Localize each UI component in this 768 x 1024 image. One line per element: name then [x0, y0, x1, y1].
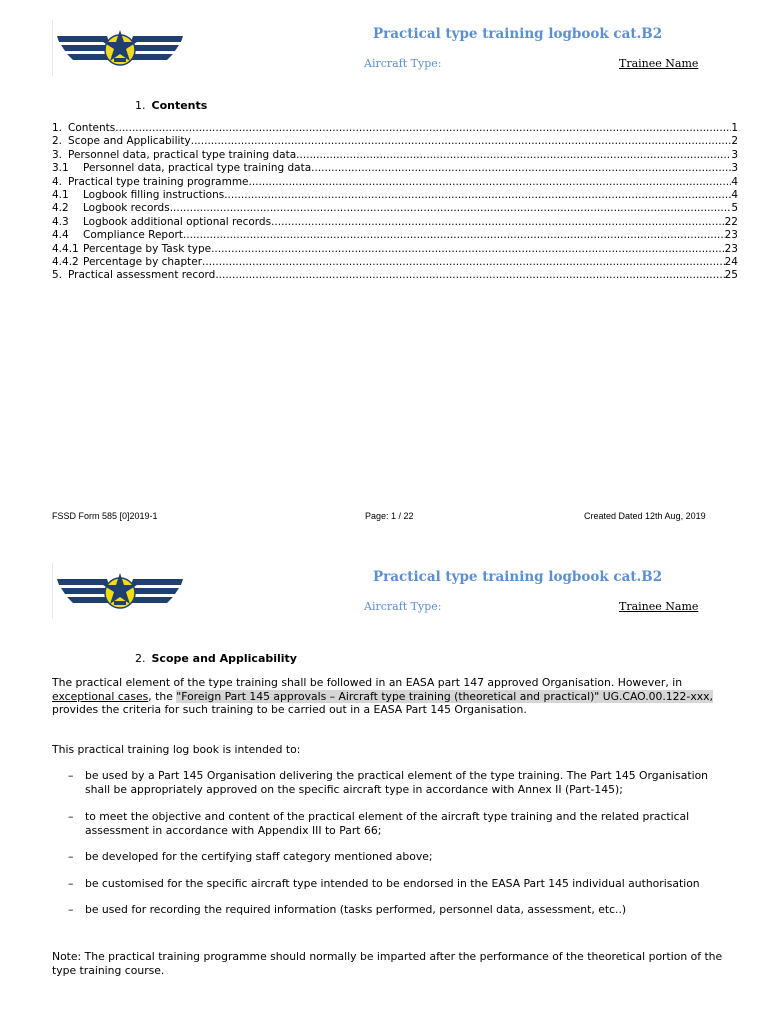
bullet-text: be customised for the specific aircraft type intended to be endorsed in the EASA Part 145 individual authorisation — [85, 877, 700, 890]
toc-page: 1 — [731, 122, 738, 134]
toc-leader — [115, 122, 731, 135]
aircraft-type-label: Aircraft Type: — [364, 600, 442, 613]
toc-title: Personnel data, practical type training data — [83, 162, 312, 175]
header-logo — [52, 20, 185, 76]
toc-page: 22 — [724, 215, 738, 228]
bullet-marker: – — [68, 850, 74, 863]
toc-row[interactable] — [52, 229, 738, 242]
bullet-marker: – — [68, 810, 74, 823]
list-item — [68, 810, 736, 837]
toc-row[interactable] — [52, 162, 738, 175]
scope-heading-label: Scope and Applicability — [151, 652, 297, 665]
toc-number: 3. — [52, 148, 63, 161]
highlighted-reference: "Foreign Part 145 approvals – Aircraft type training (theoretical and practical)" UG.CAO.00.122-xxx, — [176, 689, 713, 703]
toc-row[interactable] — [52, 135, 738, 148]
toc-page: 23 — [724, 242, 738, 255]
toc-title: Percentage by chapter — [83, 256, 203, 269]
footer-created-date: Created Dated 12th Aug, 2019 — [584, 511, 706, 521]
toc-row[interactable] — [52, 202, 738, 215]
toc-row[interactable] — [52, 216, 738, 229]
toc-row[interactable] — [52, 189, 738, 202]
toc-page: 3 — [731, 162, 738, 175]
toc-number: 4.4 — [52, 229, 69, 242]
note-paragraph: Note: The practical training programme should normally be imparted after the performance of the theoretical portion of the type training course. — [52, 950, 723, 977]
toc-title: Logbook filling instructions — [83, 189, 225, 202]
toc-title: Personnel data, practical type training data — [68, 148, 297, 161]
exceptional-cases-text: exceptional cases — [52, 689, 149, 703]
document-title: Practical type training logbook cat.B2 — [373, 569, 663, 585]
contents-heading-label: Contents — [151, 99, 208, 112]
bullet-marker: – — [68, 903, 74, 916]
toc-number: 4.4.2 — [52, 256, 79, 269]
toc-row[interactable] — [52, 176, 738, 189]
toc-leader — [311, 162, 731, 175]
document-title: Practical type training logbook cat.B2 — [373, 26, 663, 42]
toc-title: Contents — [68, 122, 116, 134]
bullet-marker: – — [68, 769, 74, 782]
toc-row[interactable] — [52, 269, 738, 282]
toc-number: 1. — [52, 122, 63, 134]
toc-number: 4.1 — [52, 189, 69, 202]
toc-page: 4 — [731, 175, 738, 188]
intro-text-part3: provides the criteria for such training to be carried out in a EASA Part 145 Organisation. — [52, 703, 527, 716]
toc-number: 2. — [52, 135, 63, 148]
trainee-name-label: Trainee Name — [619, 600, 699, 613]
list-item — [68, 903, 736, 917]
bullet-text: be used by a Part 145 Organisation delivering the practical element of the type training. The Part 145 Organisation shall be appropriately approved on the specific aircraft type in accordance with Annex II (Part-145); — [85, 769, 709, 796]
scope-heading-number: 2. — [135, 652, 146, 665]
toc-leader — [215, 269, 724, 282]
footer-page-number: Page: 1 / 22 — [365, 511, 414, 521]
bullet-text: be developed for the certifying staff category mentioned above; — [85, 850, 433, 863]
toc-row[interactable] — [52, 243, 738, 256]
list-item — [68, 769, 736, 796]
intro-text-part1: The practical element of the type training shall be followed in an EASA part 147 approved Organisation. However, in — [52, 676, 683, 689]
intro-paragraph — [52, 676, 738, 717]
toc-title: Compliance Report — [83, 229, 183, 242]
list-item — [68, 877, 736, 891]
list-item — [68, 850, 736, 864]
toc-title: Practical assessment record — [68, 269, 216, 282]
toc-leader — [271, 216, 725, 229]
toc-page: 4 — [731, 189, 738, 202]
toc-title: Percentage by Task type — [83, 242, 212, 255]
winged-star-emblem-icon — [57, 571, 183, 613]
footer-form-number: FSSD Form 585 [0]2019-1 — [52, 511, 158, 521]
toc-number: 4.4.1 — [52, 242, 79, 255]
toc-leader — [202, 256, 725, 269]
aircraft-type-label: Aircraft Type: — [364, 57, 442, 70]
toc-leader — [183, 229, 725, 242]
trainee-name-label: Trainee Name — [619, 57, 699, 70]
toc-page: 23 — [724, 229, 738, 242]
toc-title: Logbook additional optional records — [83, 215, 272, 228]
toc-leader — [224, 189, 731, 202]
toc-page: 25 — [724, 269, 738, 282]
intro-text-part2: , the — [148, 689, 177, 703]
toc-number: 5. — [52, 269, 63, 282]
toc-leader — [191, 135, 732, 148]
toc-page: 5 — [731, 202, 738, 215]
toc-number: 3.1 — [52, 162, 69, 175]
contents-heading-number: 1. — [135, 99, 146, 112]
intended-to-text: This practical training log book is intended to: — [52, 743, 301, 756]
toc-leader — [211, 243, 725, 256]
toc-row[interactable] — [52, 149, 738, 162]
toc-page: 3 — [731, 148, 738, 161]
toc-leader — [170, 202, 732, 215]
table-of-contents — [52, 122, 738, 283]
contents-heading — [135, 99, 207, 112]
toc-page: 2 — [731, 135, 738, 148]
toc-number: 4.3 — [52, 215, 69, 228]
toc-page: 24 — [724, 256, 738, 269]
toc-number: 4. — [52, 175, 63, 188]
toc-title: Practical type training programme — [68, 175, 249, 188]
toc-title: Scope and Applicability — [68, 135, 191, 148]
bullet-text: be used for recording the required information (tasks performed, personnel data, assessment, etc..) — [85, 903, 627, 916]
toc-number: 4.2 — [52, 202, 69, 215]
bullet-text: to meet the objective and content of the practical element of the aircraft type training and the related practical assessment in accordance with Appendix III to Part 66; — [85, 810, 690, 837]
winged-star-emblem-icon — [57, 28, 183, 70]
toc-row[interactable] — [52, 256, 738, 269]
toc-title: Logbook records — [83, 202, 170, 215]
header-logo — [52, 563, 185, 619]
toc-row[interactable] — [52, 122, 738, 135]
toc-leader — [296, 149, 731, 162]
toc-leader — [249, 176, 732, 189]
bullet-marker: – — [68, 877, 74, 890]
scope-heading — [135, 652, 297, 665]
